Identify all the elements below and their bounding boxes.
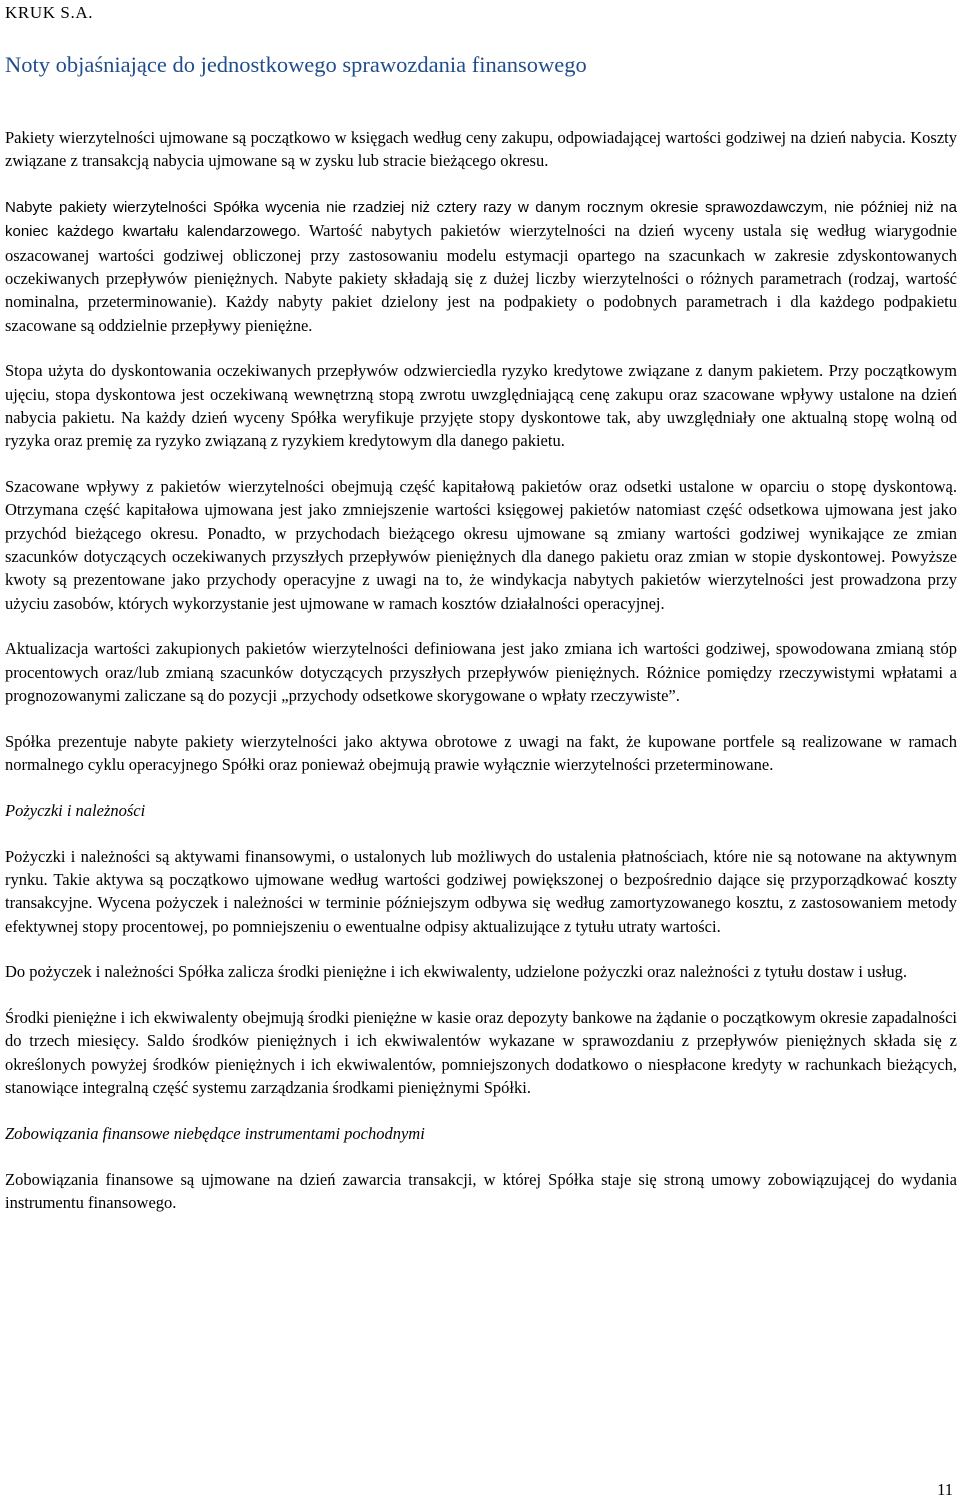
page-number: 11 [937, 1480, 953, 1499]
paragraph-valuation-rest: Wartość nabytych pakietów wierzytelności na dzień wyceny ustala się według wiarygodnie oszacowanej wartości godziwej obliczonej przy zastosowaniu modelu estymacji opartego na szacunkach w zakresie zdyskontowanych oczekiwanych przepływów pieniężnych. Nabyte pakiety składają się z dużej liczby wierzytelności o różnych parametrach (rodzaj, wartość nominalna, przeterminowanie). Każdy nabyty pakiet dzielony jest na podpakiety o podobnych parametrach i dla każdego podpakietu szacowane są oddzielnie przepływy pieniężne. [5, 221, 957, 335]
paragraph-current-assets: Spółka prezentuje nabyte pakiety wierzytelności jako aktywa obrotowe z uwagi na fakt, że kupowane portfele są realizowane w ramach normalnego cyklu operacyjnego Spółki oraz ponieważ obejmują prawie wyłącznie wierzytelności przeterminowane. [5, 731, 957, 775]
document-title: Noty objaśniające do jednostkowego sprawozdania finansowego [5, 52, 587, 77]
paragraph-valuation [5, 195, 957, 337]
paragraph-estimated-inflows: Szacowane wpływy z pakietów wierzytelności obejmują część kapitałową pakietów oraz odsetki ustalone w oparciu o stopę dyskontową. Otrzymana część kapitałowa ujmowana jest jako zmniejszenie wartości księgowej pakietów natomiast część odsetkowa ujmowana jest jako przychód bieżącego okresu. Ponadto, w przychodach bieżącego okresu ujmowane są zmiany wartości godziwej wynikające ze zmian szacunków dotyczących oczekiwanych przyszłych przepływów pieniężnych dla danego pakietu oraz zmian w stopie dyskontowej. Powyższe kwoty są prezentowane jako przychody operacyjne z uwagi na to, że windykacja nabytych pakietów wierzytelności jest prowadzona przy użyciu zasobów, których wykorzystanie jest ujmowane w ramach kosztów działalności operacyjnej. [5, 477, 957, 613]
paragraph-cash-equivalents: Środki pieniężne i ich ekwiwalenty obejmują środki pieniężne w kasie oraz depozyty bankowe na żądanie o początkowym okresie zapadalności do trzech miesięcy. Saldo środków pieniężnych i ich ekwiwalentów wykazane w sprawozdaniu z przepływów pieniężnych składa się z określonych powyżej środków pieniężnych i ich ekwiwalentów, pomniejszonych dodatkowo o niespłacone kredyty w rachunkach bieżących, stanowiące integralną część systemu zarządzania środkami pieniężnymi Spółki. [5, 1008, 957, 1097]
company-name: KRUK S.A. [5, 3, 94, 22]
paragraph-loans-scope: Do pożyczek i należności Spółka zalicza środki pieniężne i ich ekwiwalenty, udzielone pożyczki oraz należności z tytułu dostaw i usług. [5, 962, 907, 982]
paragraph-valuation-lead: Nabyte pakiety wierzytelności Spółka wycenia nie rzadziej niż cztery razy w danym rocznym okresie sprawozdawczym, nie później niż na koniec każdego kwartału kalendarzowego. [5, 199, 957, 241]
paragraph-initial-recognition: Pakiety wierzytelności ujmowane są początkowo w księgach według ceny zakupu, odpowiadającej wartości godziwej na dzień nabycia. Koszty związane z transakcją nabycia ujmowane są w zysku lub stracie bieżącego okresu. [5, 128, 957, 171]
paragraph-discount-rate: Stopa użyta do dyskontowania oczekiwanych przepływów odzwierciedla ryzyko kredytowe związane z danym pakietem. Przy początkowym ujęciu, stopa dyskontowa jest oczekiwaną wewnętrzną stopą zwrotu uwzględniającą cenę zakupu oraz szacowane wpływy ustalone na dzień nabycia pakietu. Na każdy dzień wyceny Spółka weryfikuje przyjęte stopy dyskontowe tak, aby uwzględniały one aktualną stopę wolną od ryzyka oraz premię za ryzyko związaną z ryzykiem kredytowym dla danego pakietu. [5, 361, 957, 451]
document-body [5, 126, 957, 1237]
paragraph-loans-definition: Pożyczki i należności są aktywami finansowymi, o ustalonych lub możliwych do ustalenia płatnościach, które nie są notowane na aktywnym rynku. Takie aktywa są początkowo ujmowane według wartości godziwej powiększonej o bezpośrednio dające się przyporządkować koszty transakcyjne. Wycena pożyczek i należności w terminie późniejszym odbywa się według zamortyzowanego kosztu, z zastosowaniem metody efektywnej stopy procentowej, po pomniejszeniu o ewentualne odpisy aktualizujące z tytułu utraty wartości. [5, 846, 957, 936]
section-heading-loans: Pożyczki i należności [5, 800, 146, 820]
section-heading-liabilities: Zobowiązania finansowe niebędące instrumentami pochodnymi [5, 1123, 425, 1143]
paragraph-liabilities: Zobowiązania finansowe są ujmowane na dzień zawarcia transakcji, w której Spółka staje się stroną umowy zobowiązującej do wydania instrumentu finansowego. [5, 1169, 957, 1212]
paragraph-revaluation: Aktualizacja wartości zakupionych pakietów wierzytelności definiowana jest jako zmiana ich wartości godziwej, spowodowana zmianą stóp procentowych oraz/lub zmianą szacunków dotyczących przyszłych przepływów pieniężnych. Różnice pomiędzy rzeczywistymi wpłatami a prognozowanymi zaliczane są do pozycji „przychody odsetkowe skorygowane o wpłaty rzeczywiste”. [5, 639, 957, 705]
